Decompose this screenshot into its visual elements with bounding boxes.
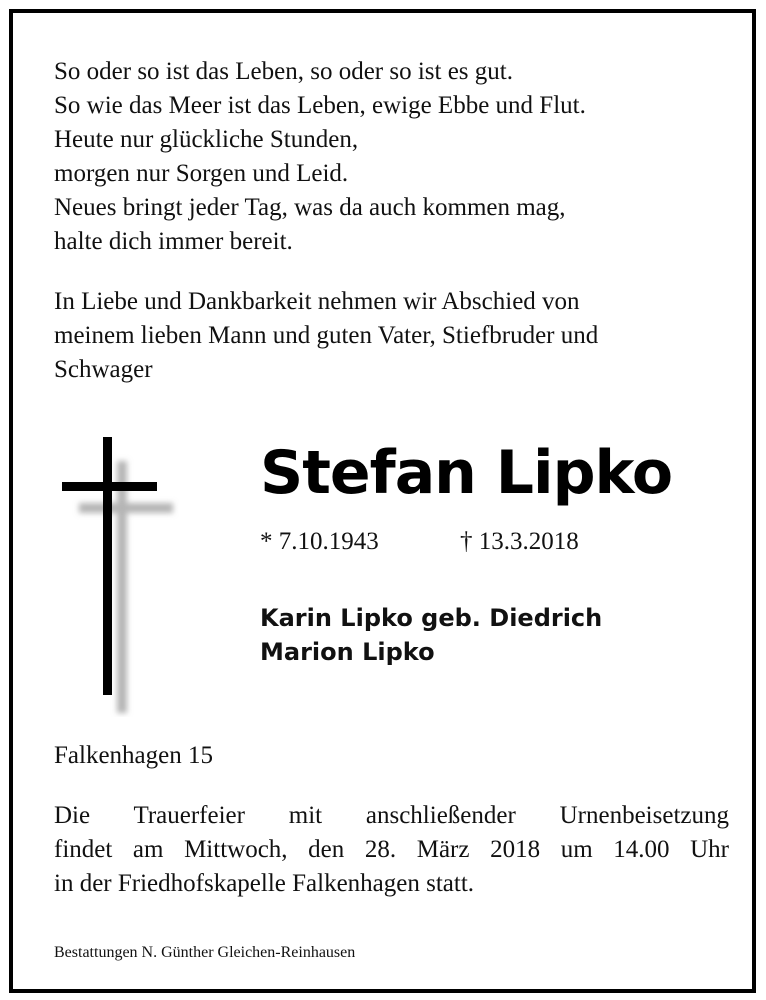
- service-line-2: findet am Mittwoch, den 28. März 2018 um 14.00 Uhr: [54, 836, 729, 863]
- address: Falkenhagen 15: [54, 742, 213, 769]
- poem-line-1: So oder so ist das Leben, so oder so ist es gut.: [54, 58, 513, 85]
- intro-line-1: In Liebe und Dankbarkeit nehmen wir Abschied von: [54, 288, 580, 315]
- poem-line-3: Heute nur glückliche Stunden,: [54, 126, 359, 153]
- poem-line-2: So wie das Meer ist das Leben, ewige Ebbe und Flut.: [54, 92, 586, 119]
- obituary-frame: [9, 9, 756, 993]
- service-line-1: Die Trauerfeier mit anschließender Urnenbeisetzung: [54, 802, 729, 829]
- death-date: † 13.3.2018: [460, 528, 579, 555]
- cross-icon: [59, 433, 179, 717]
- intro-line-2: meinem lieben Mann und guten Vater, Stiefbruder und: [54, 322, 599, 349]
- poem-line-5: Neues bringt jeder Tag, was da auch kommen mag,: [54, 194, 566, 221]
- mourner-2: Marion Lipko: [260, 638, 435, 666]
- service-line-3: in der Friedhofskapelle Falkenhagen statt.: [54, 870, 475, 897]
- cross-shape: [62, 437, 157, 695]
- birth-date: * 7.10.1943: [260, 528, 379, 555]
- poem-line-4: morgen nur Sorgen und Leid.: [54, 160, 349, 187]
- deceased-name: Stefan Lipko: [260, 438, 673, 508]
- cross-shadow: [79, 461, 173, 713]
- poem-line-6: halte dich immer bereit.: [54, 228, 293, 255]
- mourner-1: Karin Lipko geb. Diedrich: [260, 604, 603, 632]
- intro-line-3: Schwager: [54, 356, 153, 383]
- funeral-home-footer: Bestattungen N. Günther Gleichen-Reinhausen: [54, 944, 356, 961]
